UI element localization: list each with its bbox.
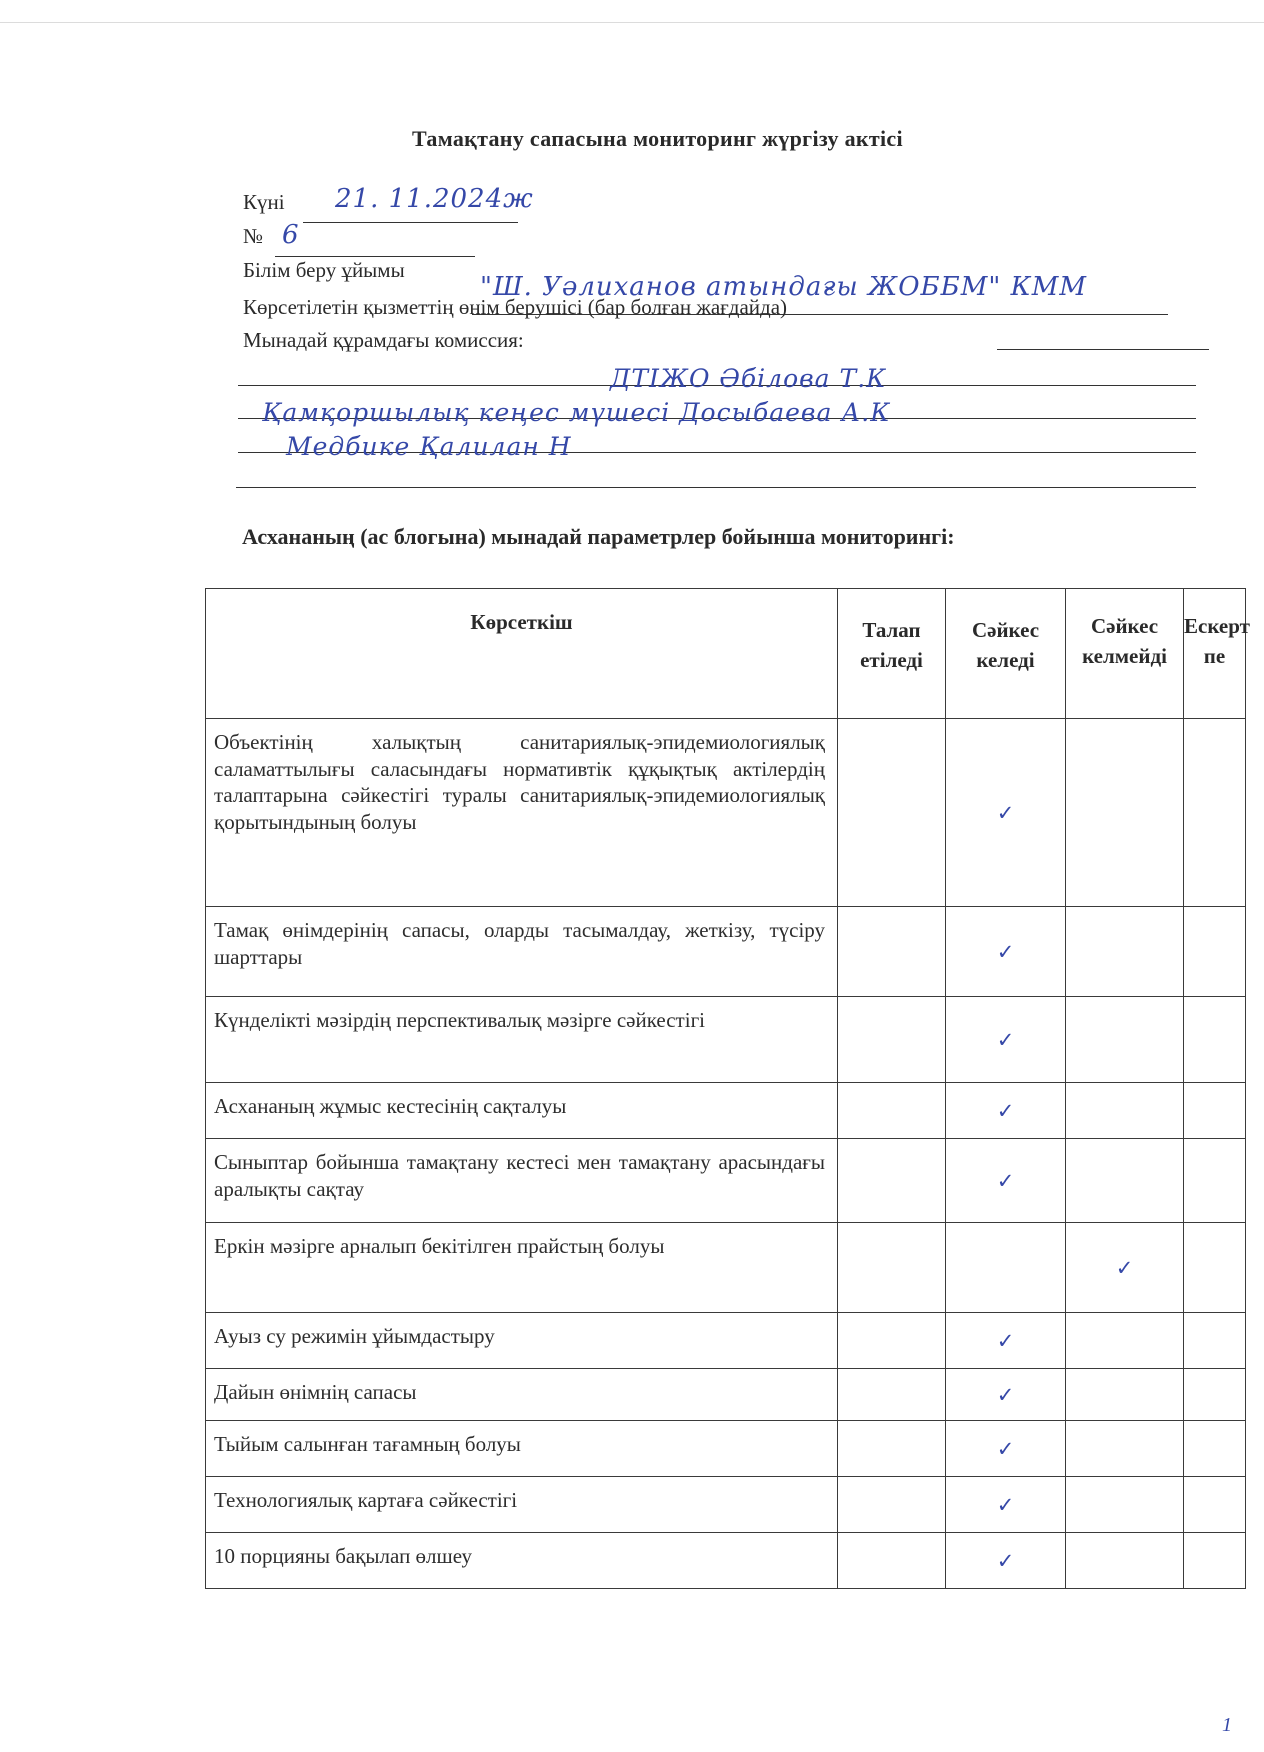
cell-noncompliant	[1066, 1477, 1184, 1533]
check-mark-icon: ✓	[996, 1328, 1015, 1353]
cell-compliant	[946, 1223, 1066, 1313]
header-noncompliant: Сәйкес келмейді	[1066, 589, 1184, 719]
table-row	[206, 1477, 1246, 1533]
check-mark-icon: ✓	[1115, 1255, 1134, 1280]
cell-required	[838, 997, 946, 1083]
table-row	[206, 1223, 1246, 1313]
cell-required	[838, 1313, 946, 1369]
cell-compliant	[946, 907, 1066, 997]
table-row	[206, 1421, 1246, 1477]
header-note: Ескерт пе	[1184, 589, 1246, 719]
cell-note	[1184, 1083, 1246, 1139]
cell-noncompliant	[1066, 1533, 1184, 1589]
cell-noncompliant	[1066, 997, 1184, 1083]
row-indicator: Тыйым салынған тағамның болуы	[206, 1421, 838, 1477]
scan-edge-line	[0, 22, 1264, 23]
cell-required	[838, 1223, 946, 1313]
table-row	[206, 1083, 1246, 1139]
header-required: Талап етіледі	[838, 589, 946, 719]
cell-note	[1184, 997, 1246, 1083]
provider-label: Көрсетілетін қызметтің өнім берушісі (бар болған жағдайда)	[243, 295, 788, 319]
row-indicator: Объектінің халықтың санитариялық-эпидемиологиялық саламаттылығы саласындағы нормативтік құқықтық актілердің талаптарына сәйкестігі туралы санитариялық-эпидемиологиялық қорытындының болуы	[206, 719, 838, 907]
cell-compliant	[946, 1369, 1066, 1421]
check-mark-icon: ✓	[996, 1382, 1015, 1407]
check-mark-icon: ✓	[996, 800, 1015, 825]
document-title: Тамақтану сапасына мониторинг жүргізу актісі	[412, 126, 903, 151]
check-mark-icon: ✓	[996, 1027, 1015, 1052]
row-indicator: Еркін мәзірге арналып бекітілген прайстың болуы	[206, 1223, 838, 1313]
cell-note	[1184, 719, 1246, 907]
row-indicator: 10 порцияны бақылап өлшеу	[206, 1533, 838, 1589]
cell-compliant	[946, 1533, 1066, 1589]
cell-noncompliant	[1066, 719, 1184, 907]
row-indicator: Тамақ өнімдерінің сапасы, оларды тасымалдау, жеткізу, түсіру шарттары	[206, 907, 838, 997]
row-indicator: Ауыз су режимін ұйымдастыру	[206, 1313, 838, 1369]
date-value: 21. 11.2024ж	[335, 184, 534, 214]
section-title: Асхананың (ас блогына) мынадай параметрлер бойынша мониторингі:	[242, 524, 955, 549]
cell-compliant	[946, 1313, 1066, 1369]
header-compliant: Сәйкес келеді	[946, 589, 1066, 719]
cell-note	[1184, 1223, 1246, 1313]
check-mark-icon: ✓	[996, 1492, 1015, 1517]
cell-noncompliant	[1066, 1083, 1184, 1139]
org-value: "Ш. Уәлиханов атындағы ЖОББМ" КММ	[480, 272, 1087, 302]
cell-compliant	[946, 719, 1066, 907]
cell-required	[838, 1083, 946, 1139]
cell-required	[838, 1533, 946, 1589]
table-row	[206, 907, 1246, 997]
row-indicator: Асхананың жұмыс кестесінің сақталуы	[206, 1083, 838, 1139]
provider-underline	[997, 349, 1209, 350]
commission-label: Мынадай құрамдағы комиссия:	[243, 328, 524, 352]
cell-noncompliant	[1066, 1223, 1184, 1313]
check-mark-icon: ✓	[996, 1548, 1015, 1573]
cell-required	[838, 719, 946, 907]
cell-compliant	[946, 997, 1066, 1083]
commission-member-1: ДТІЖО Әбілова Т.К	[610, 364, 887, 393]
date-label: Күні	[243, 190, 285, 214]
check-mark-icon: ✓	[996, 1098, 1015, 1123]
table-row	[206, 997, 1246, 1083]
header-indicator: Көрсеткіш	[206, 589, 838, 719]
table-row	[206, 1313, 1246, 1369]
cell-note	[1184, 907, 1246, 997]
cell-note	[1184, 1313, 1246, 1369]
cell-note	[1184, 1421, 1246, 1477]
cell-note	[1184, 1369, 1246, 1421]
commission-member-2: Қамқоршылық кеңес мүшесі Досыбаева А.К	[262, 398, 891, 427]
date-underline	[303, 222, 518, 223]
cell-note	[1184, 1477, 1246, 1533]
cell-note	[1184, 1533, 1246, 1589]
number-value: 6	[282, 220, 300, 250]
commission-line-4	[236, 487, 1196, 488]
cell-noncompliant	[1066, 907, 1184, 997]
table-row	[206, 1533, 1246, 1589]
number-label: №	[243, 224, 264, 248]
cell-noncompliant	[1066, 1421, 1184, 1477]
table-row	[206, 719, 1246, 907]
cell-compliant	[946, 1083, 1066, 1139]
number-underline	[275, 256, 475, 257]
cell-compliant	[946, 1139, 1066, 1223]
row-indicator: Технологиялық картаға сәйкестігі	[206, 1477, 838, 1533]
cell-required	[838, 1369, 946, 1421]
cell-note	[1184, 1139, 1246, 1223]
org-label: Білім беру ұйымы	[243, 258, 405, 282]
cell-required	[838, 1139, 946, 1223]
monitoring-table	[205, 588, 1250, 1589]
table-row	[206, 1139, 1246, 1223]
cell-required	[838, 907, 946, 997]
check-mark-icon: ✓	[996, 1436, 1015, 1461]
cell-noncompliant	[1066, 1139, 1184, 1223]
table-row	[206, 1369, 1246, 1421]
row-indicator: Күнделікті мәзірдің перспективалық мәзірге сәйкестігі	[206, 997, 838, 1083]
table-header-row	[206, 589, 1246, 719]
cell-compliant	[946, 1477, 1066, 1533]
cell-compliant	[946, 1421, 1066, 1477]
cell-required	[838, 1477, 946, 1533]
commission-member-3: Медбике Қалилан Н	[286, 432, 572, 461]
cell-noncompliant	[1066, 1313, 1184, 1369]
row-indicator: Сыныптар бойынша тамақтану кестесі мен тамақтану арасындағы аралықты сақтау	[206, 1139, 838, 1223]
cell-required	[838, 1421, 946, 1477]
page-number: 1	[1222, 1714, 1232, 1736]
check-mark-icon: ✓	[996, 1168, 1015, 1193]
row-indicator: Дайын өнімнің сапасы	[206, 1369, 838, 1421]
cell-noncompliant	[1066, 1369, 1184, 1421]
check-mark-icon: ✓	[996, 939, 1015, 964]
